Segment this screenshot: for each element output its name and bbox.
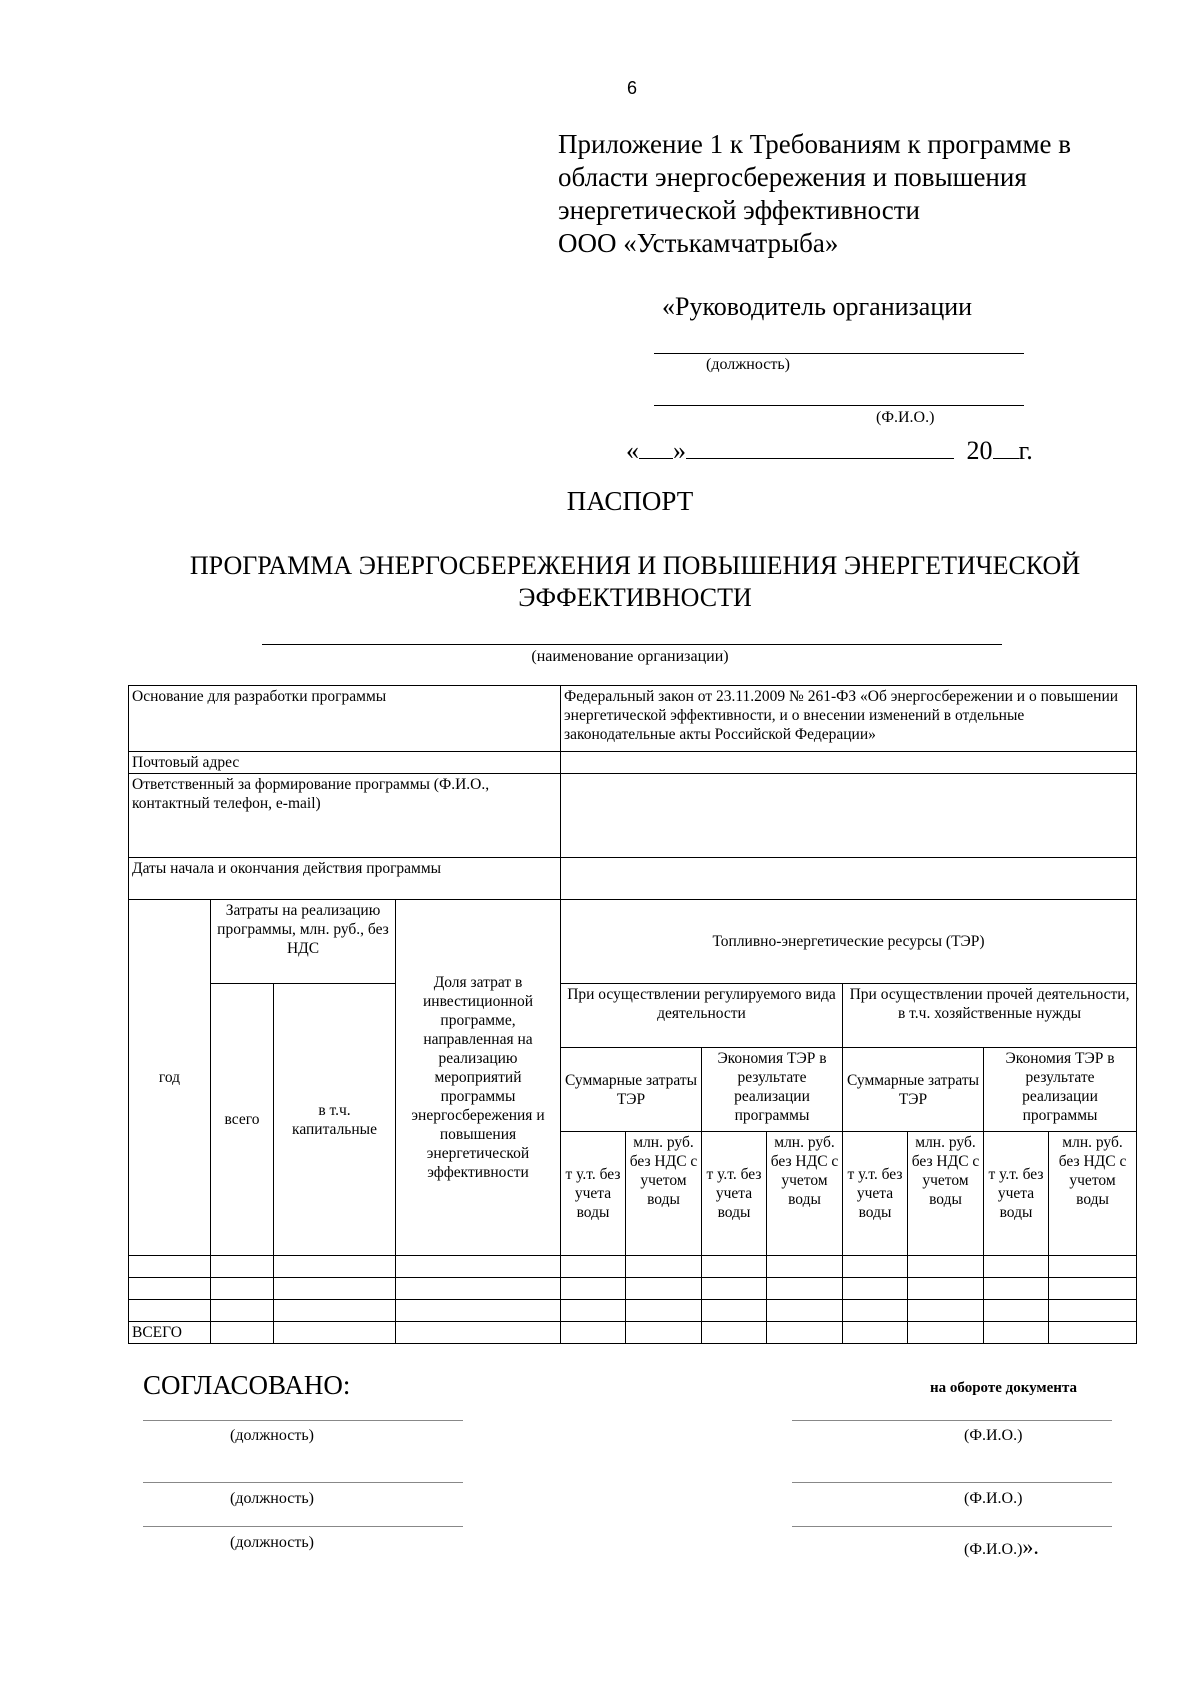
cell[interactable]: [1049, 1322, 1137, 1344]
cell[interactable]: [984, 1256, 1049, 1278]
table-row: [129, 752, 1137, 774]
cell[interactable]: [274, 1278, 396, 1300]
cell[interactable]: [211, 1322, 274, 1344]
cell[interactable]: [843, 1300, 908, 1322]
agreed-fio-line-3: [792, 1526, 1112, 1527]
page-number: 6: [626, 78, 637, 98]
cell[interactable]: [626, 1322, 702, 1344]
cell[interactable]: [129, 1256, 211, 1278]
approval-post-label: (должность): [706, 356, 790, 373]
agreed-fio-line-1: [792, 1420, 1112, 1421]
total-row: [129, 1322, 1137, 1344]
cell[interactable]: [1049, 1300, 1137, 1322]
table-row: [129, 1278, 1137, 1300]
program-title: ПРОГРАММА ЭНЕРГОСБЕРЕЖЕНИЯ И ПОВЫШЕНИЯ ЭНЕРГЕТИЧЕСКОЙ ЭФФЕКТИВНОСТИ: [189, 551, 1081, 612]
regulated-header: При осуществлении регулируемого вида деятельности: [561, 984, 843, 1048]
date-year-prefix: 20: [966, 436, 993, 465]
agreed-fio-label-2: (Ф.И.О.): [964, 1490, 1023, 1507]
approval-fio-line: [654, 405, 1024, 406]
table-row: [129, 1256, 1137, 1278]
approval-date: [626, 432, 1033, 466]
share-header: Доля затрат в инвестиционной программе, направленная на реализацию мероприятий программы энергосбережения и повышения энергетической эффективности: [396, 900, 561, 1256]
basis-value: Федеральный закон от 23.11.2009 № 261-ФЗ «Об энергосбережении и о повышении энергетической эффективности, и о внесении изменений в отдельные законодательные акты Российской Федерации»: [561, 686, 1137, 752]
cell[interactable]: [767, 1322, 843, 1344]
cell[interactable]: [767, 1278, 843, 1300]
cell[interactable]: [274, 1300, 396, 1322]
cell[interactable]: [702, 1322, 767, 1344]
table-row: [129, 984, 1137, 1048]
cell[interactable]: [396, 1322, 561, 1344]
agreed-fio-text-3: (Ф.И.О.): [964, 1541, 1023, 1558]
cell[interactable]: [561, 1278, 626, 1300]
cell[interactable]: [211, 1256, 274, 1278]
postal-value[interactable]: [561, 752, 1137, 774]
total-row-label: ВСЕГО: [129, 1322, 211, 1344]
date-day-blank: [639, 432, 673, 459]
cell[interactable]: [908, 1322, 984, 1344]
table-row: [129, 686, 1137, 752]
costs-header: Затраты на реализацию программы, млн. руб., без НДС: [211, 900, 396, 984]
agreed-post-line-3: [143, 1526, 463, 1527]
table-row: [129, 774, 1137, 858]
cell[interactable]: [626, 1256, 702, 1278]
responsible-label: Ответственный за формирование программы (Ф.И.О., контактный телефон, e-mail): [129, 774, 561, 858]
other-header: При осуществлении прочей деятельности, в т.ч. хозяйственные нужды: [843, 984, 1137, 1048]
cell[interactable]: [396, 1300, 561, 1322]
unit-rub: млн. руб. без НДС с учетом воды: [626, 1132, 702, 1256]
cell[interactable]: [626, 1300, 702, 1322]
cell[interactable]: [211, 1300, 274, 1322]
regulated-savings: Экономия ТЭР в результате реализации программы: [702, 1048, 843, 1132]
approval-fio-label: (Ф.И.О.): [876, 409, 935, 426]
regulated-total-costs: Суммарные затраты ТЭР: [561, 1048, 702, 1132]
agreed-title: СОГЛАСОВАНО:: [143, 1370, 351, 1400]
cell[interactable]: [211, 1278, 274, 1300]
agreed-fio-line-2: [792, 1482, 1112, 1483]
cell[interactable]: [843, 1278, 908, 1300]
appendix-line: энергетической эффективности: [558, 195, 920, 225]
agreed-post-line-1: [143, 1420, 463, 1421]
other-total-costs: Суммарные затраты ТЭР: [843, 1048, 984, 1132]
passport-table: [128, 685, 1137, 1344]
cell[interactable]: [129, 1300, 211, 1322]
cell[interactable]: [843, 1256, 908, 1278]
agreed-post-label-3: (должность): [230, 1534, 314, 1551]
unit-tut: т у.т. без учета воды: [561, 1132, 626, 1256]
cell[interactable]: [626, 1278, 702, 1300]
cell[interactable]: [843, 1322, 908, 1344]
agreed-post-label-2: (должность): [230, 1490, 314, 1507]
cell[interactable]: [1049, 1256, 1137, 1278]
unit-rub: млн. руб. без НДС с учетом воды: [908, 1132, 984, 1256]
cell[interactable]: [702, 1300, 767, 1322]
costs-total-header: всего: [211, 984, 274, 1256]
date-quote-open: «: [626, 436, 639, 465]
cell[interactable]: [767, 1300, 843, 1322]
cell[interactable]: [129, 1278, 211, 1300]
unit-tut: т у.т. без учета воды: [702, 1132, 767, 1256]
appendix-heading: [558, 128, 1118, 260]
date-quote-close: »: [673, 436, 686, 465]
dates-value[interactable]: [561, 858, 1137, 900]
date-year-blank: [993, 432, 1019, 459]
org-name-label: (наименование организации): [531, 648, 729, 665]
cell[interactable]: [274, 1256, 396, 1278]
table-row: [129, 858, 1137, 900]
table-row: [129, 1300, 1137, 1322]
agreed-fio-label-3: [964, 1534, 1039, 1560]
approval-title: «Руководитель организации: [662, 292, 973, 321]
unit-tut: т у.т. без учета воды: [984, 1132, 1049, 1256]
costs-capital-header: в т.ч. капитальные: [274, 984, 396, 1256]
appendix-line: области энергосбережения и повышения: [558, 162, 1027, 192]
agreed-post-line-2: [143, 1482, 463, 1483]
agreed-closing-quote: ».: [1022, 1534, 1039, 1559]
org-name-line: [262, 644, 1002, 645]
cell[interactable]: [561, 1322, 626, 1344]
unit-rub: млн. руб. без НДС с учетом воды: [1049, 1132, 1137, 1256]
agreed-fio-label-1: (Ф.И.О.): [964, 1427, 1023, 1444]
back-note: на обороте документа: [930, 1380, 1078, 1396]
cell[interactable]: [908, 1300, 984, 1322]
cell[interactable]: [908, 1278, 984, 1300]
cell[interactable]: [274, 1322, 396, 1344]
unit-rub: млн. руб. без НДС с учетом воды: [767, 1132, 843, 1256]
passport-title: ПАСПОРТ: [566, 486, 694, 516]
cell[interactable]: [702, 1256, 767, 1278]
cell[interactable]: [1049, 1278, 1137, 1300]
cell[interactable]: [908, 1256, 984, 1278]
appendix-line: ООО «Устькамчатрыба»: [558, 228, 839, 258]
cell[interactable]: [396, 1256, 561, 1278]
table-row: [129, 900, 1137, 984]
other-savings: Экономия ТЭР в результате реализации программы: [984, 1048, 1137, 1132]
cell[interactable]: [396, 1278, 561, 1300]
approval-post-line: [654, 353, 1024, 354]
cell[interactable]: [561, 1256, 626, 1278]
cell[interactable]: [984, 1278, 1049, 1300]
date-year-suffix: г.: [1018, 436, 1033, 465]
year-header: год: [129, 900, 211, 1256]
unit-tut: т у.т. без учета воды: [843, 1132, 908, 1256]
postal-label: Почтовый адрес: [129, 752, 561, 774]
cell[interactable]: [767, 1256, 843, 1278]
ter-header: Топливно-энергетические ресурсы (ТЭР): [561, 900, 1137, 984]
date-month-blank: [686, 432, 954, 459]
basis-label: Основание для разработки программы: [129, 686, 561, 752]
responsible-value[interactable]: [561, 774, 1137, 858]
cell[interactable]: [984, 1322, 1049, 1344]
cell[interactable]: [561, 1300, 626, 1322]
appendix-line: Приложение 1 к Требованиям к программе в: [558, 129, 1072, 159]
dates-label: Даты начала и окончания действия программы: [129, 858, 561, 900]
cell[interactable]: [984, 1300, 1049, 1322]
cell[interactable]: [702, 1278, 767, 1300]
agreed-post-label-1: (должность): [230, 1427, 314, 1444]
